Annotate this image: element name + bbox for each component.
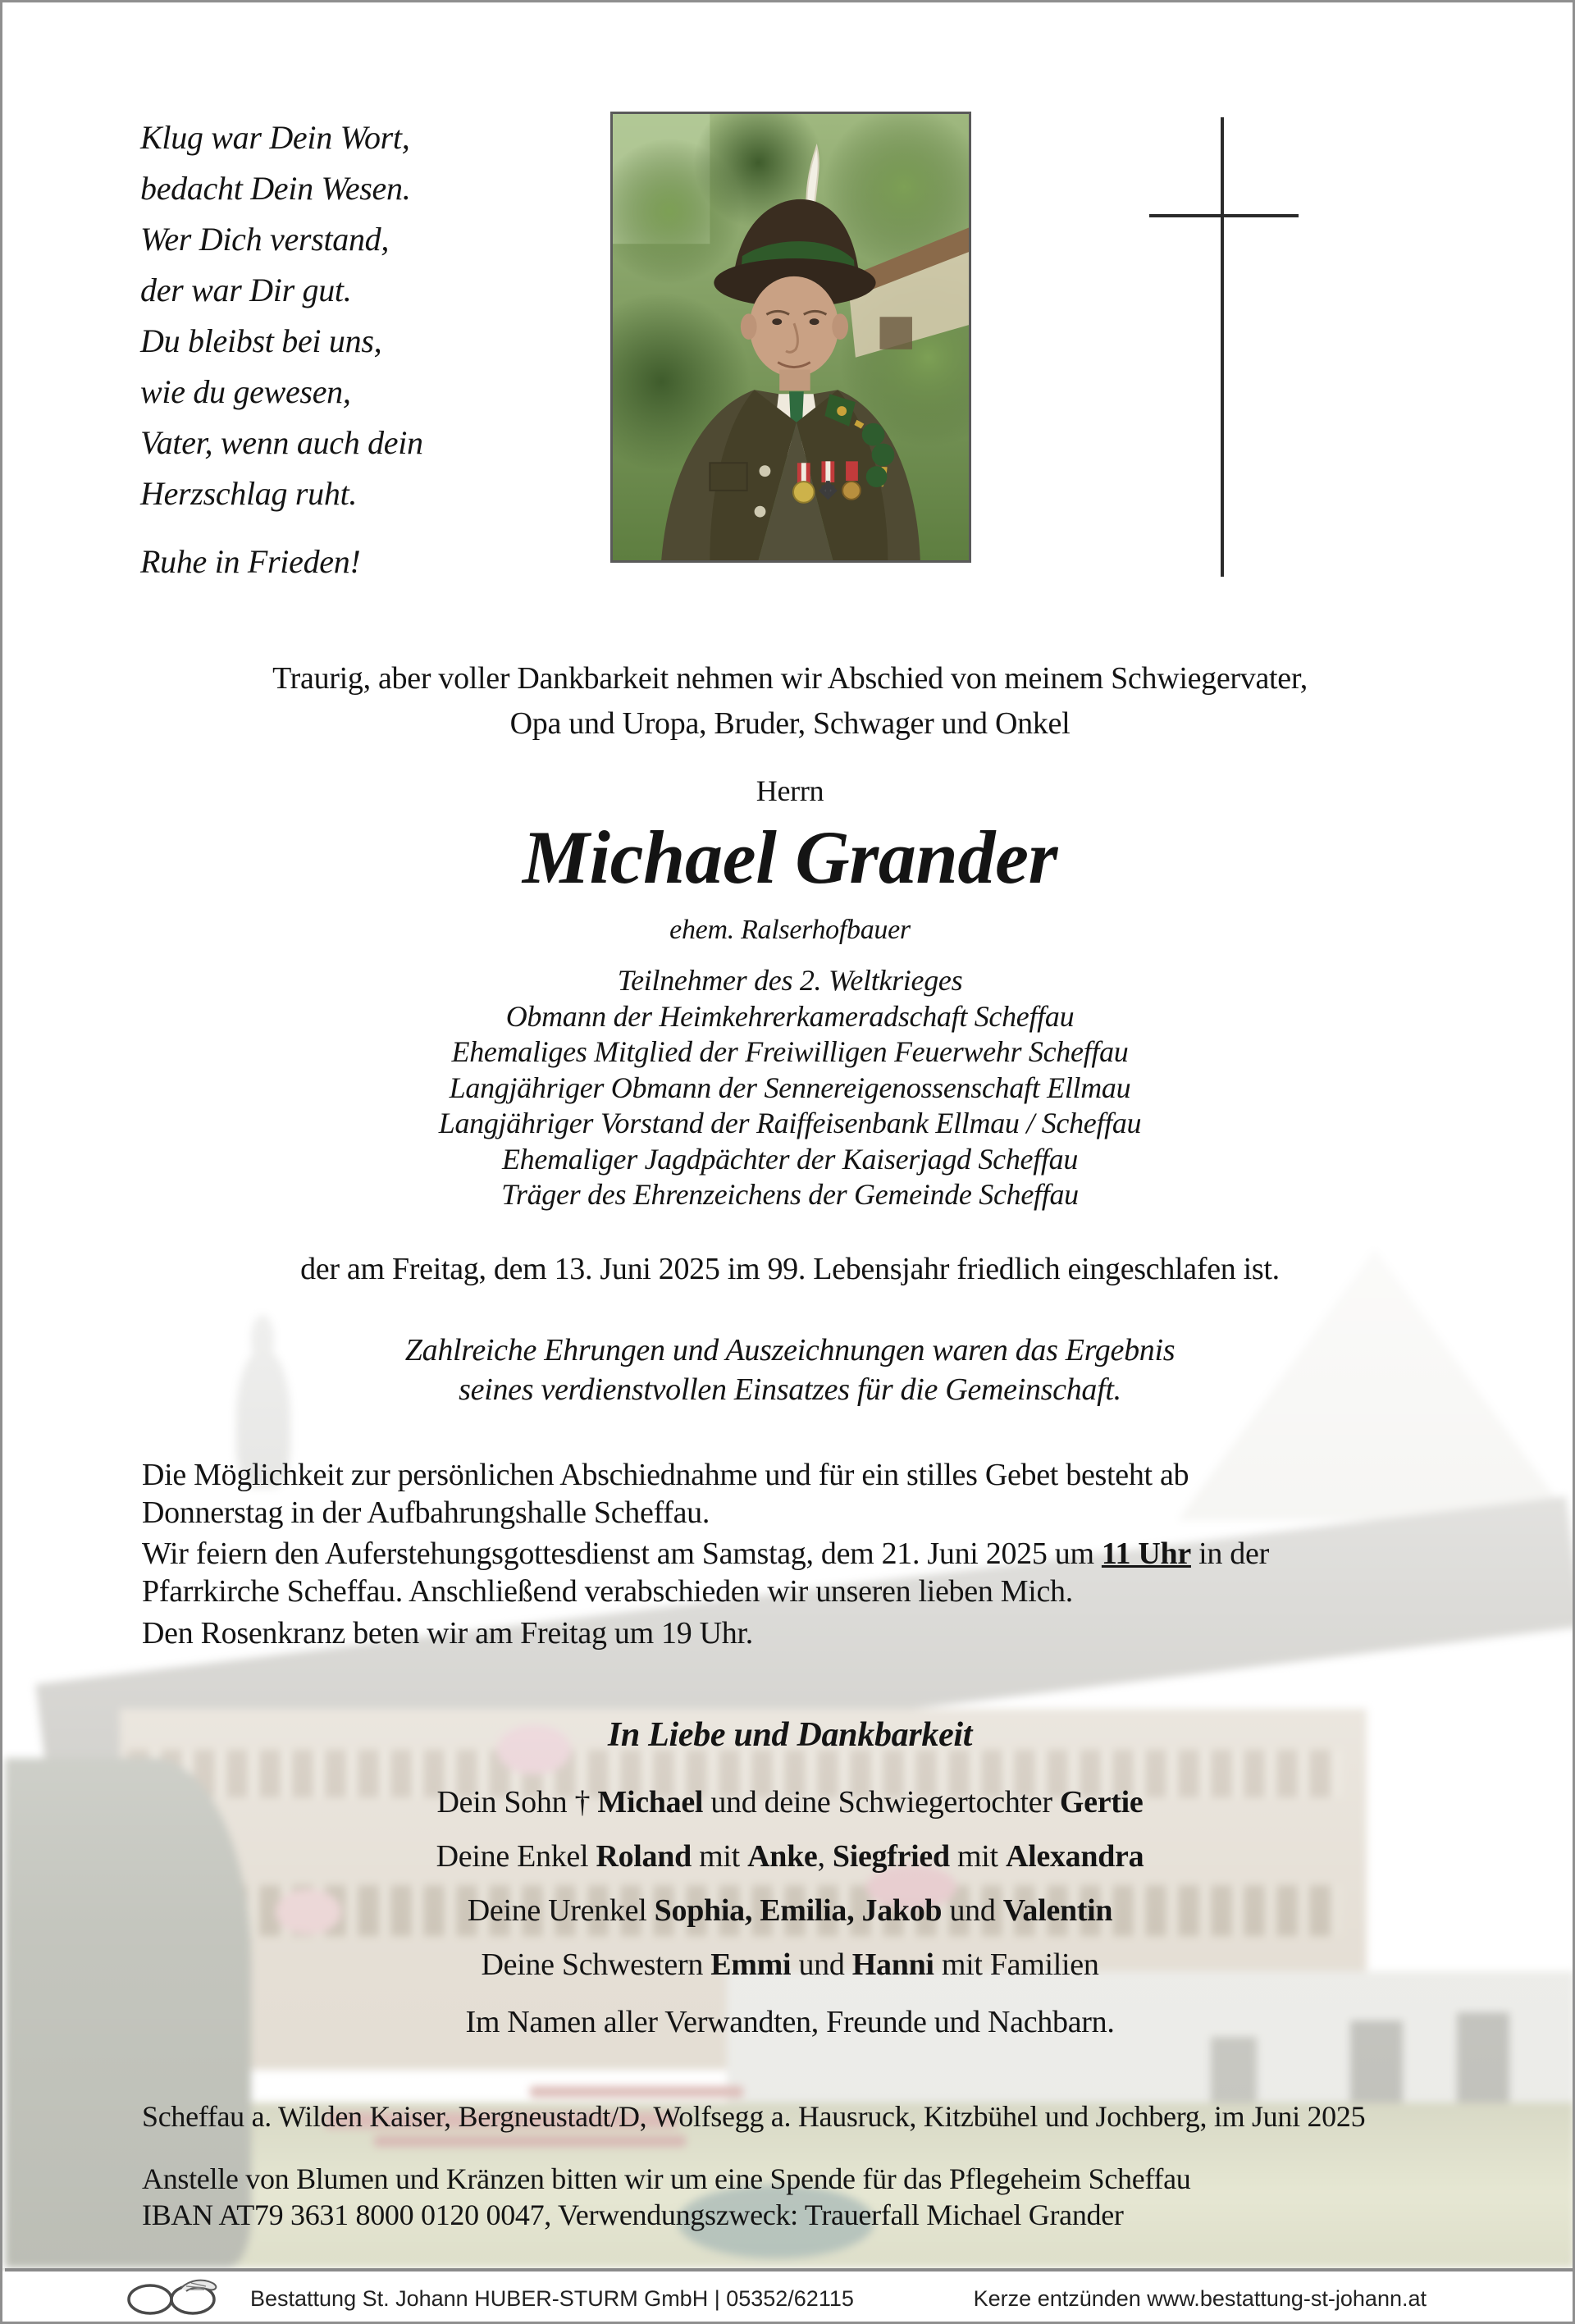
salutation: Herrn	[756, 774, 824, 807]
family-lines	[35, 1775, 1545, 1992]
text-line	[35, 1775, 1545, 1829]
text-segment: Hanni	[851, 1947, 934, 1982]
text-line	[142, 1535, 1454, 1573]
text-line	[35, 1938, 1545, 1992]
deceased-name: Michael Grander	[522, 815, 1058, 899]
text-segment: Sophia, Emilia, Jakob	[654, 1893, 943, 1928]
text-line	[35, 1829, 1545, 1883]
text-line	[142, 1573, 1454, 1610]
donation-info	[142, 2161, 1454, 2233]
text-line: Die Möglichkeit zur persönlichen Abschiednahme und für ein stilles Gebet besteht ab	[142, 1458, 1189, 1492]
text-segment: Michael	[597, 1785, 704, 1819]
text-line: Klug war Dein Wort,	[140, 119, 410, 156]
text-segment: Valentin	[1002, 1893, 1113, 1928]
text-line: der war Dir gut.	[140, 272, 352, 308]
text-line: Langjähriger Vorstand der Raiffeisenbank Ellmau / Scheffau	[438, 1107, 1142, 1139]
deceased-subtitle: ehem. Ralserhofbauer	[669, 915, 911, 945]
text-line: Ehemaliger Jagdpächter der Kaiserjagd Scheffau	[501, 1142, 1079, 1176]
text-segment: mit Familien	[934, 1947, 1099, 1982]
text-line: Teilnehmer des 2. Weltkrieges	[617, 964, 963, 997]
portrait-photo	[610, 112, 971, 563]
text-segment: in der	[1190, 1536, 1269, 1571]
text-segment: Dein Sohn †	[436, 1785, 598, 1819]
text-line: Langjähriger Obmann der Sennereigenossenschaft Ellmau	[449, 1071, 1131, 1104]
text-line: Du bleibst bei uns,	[140, 322, 382, 359]
text-segment: Deine Enkel	[436, 1839, 596, 1874]
text-line: seines verdienstvollen Einsatzes für die Gemeinschaft.	[459, 1372, 1121, 1407]
text-segment: und	[942, 1893, 1003, 1928]
text-segment: und	[791, 1947, 852, 1982]
rosary-info	[142, 1614, 1454, 1652]
deceased-titles	[35, 963, 1545, 1213]
text-line: Opa und Uropa, Bruder, Schwager und Onkel	[509, 706, 1071, 741]
text-line: Vater, wenn auch dein	[140, 424, 423, 461]
text-line: Herzschlag ruht.	[140, 475, 358, 512]
text-segment: Deine Urenkel	[467, 1893, 655, 1928]
memorial-cross-icon	[1221, 117, 1224, 577]
text-segment: 11 Uhr	[1101, 1536, 1191, 1571]
text-segment: Anke	[747, 1839, 818, 1874]
text-line: wie du gewesen,	[140, 373, 351, 410]
text-line: Anstelle von Blumen und Kränzen bitten wir um eine Spende für das Pflegeheim Scheffau	[142, 2162, 1191, 2195]
text-segment: ,	[817, 1839, 833, 1874]
text-segment: Roland	[596, 1839, 692, 1874]
text-segment: mit	[949, 1839, 1007, 1874]
text-line	[35, 1883, 1545, 1938]
text-line: IBAN AT79 3631 8000 0120 0047, Verwendungszweck: Trauerfall Michael Grander	[142, 2198, 1124, 2231]
text-line: Zahlreiche Ehrungen und Auszeichnungen waren das Ergebnis	[404, 1333, 1176, 1367]
text-segment: Siegfried	[832, 1839, 950, 1874]
text-line: Traurig, aber voller Dankbarkeit nehmen wir Abschied von meinem Schwiegervater,	[272, 661, 1308, 696]
closing-heading: In Liebe und Dankbarkeit	[607, 1716, 973, 1754]
candle-link[interactable]: Kerze entzünden www.bestattung-st-johann.at	[973, 2285, 1427, 2311]
text-segment: mit	[691, 1839, 748, 1874]
text-line: Obmann der Heimkehrerkameradschaft Scheffau	[505, 999, 1075, 1033]
poem-closing: Ruhe in Frieden!	[140, 543, 361, 580]
text-segment: Pfarrkirche Scheffau. Anschließend verabschieden wir unseren lieben Mich.	[142, 1574, 1073, 1609]
text-line: Wer Dich verstand,	[140, 221, 390, 258]
footer-company-text: Bestattung St. Johann HUBER-STURM GmbH | 05352/62115	[250, 2285, 854, 2311]
poem	[140, 112, 423, 519]
text-line: Ehemaliges Mitglied der Freiwilligen Feuerwehr Scheffau	[451, 1035, 1129, 1068]
text-segment: und deine Schwiegertochter	[703, 1785, 1060, 1819]
portrait-photo-illustration	[613, 114, 969, 560]
text-line: bedacht Dein Wesen.	[140, 170, 411, 207]
text-segment: Gertie	[1059, 1785, 1144, 1819]
text-line: Donnerstag in der Aufbahrungshalle Scheffau.	[142, 1495, 710, 1530]
service-info	[142, 1535, 1454, 1610]
footer-company	[117, 2275, 854, 2322]
text-segment: Alexandra	[1006, 1839, 1144, 1874]
text-segment: Deine Schwestern	[481, 1947, 711, 1982]
text-line: Träger des Ehrenzeichens der Gemeinde Scheffau	[501, 1178, 1079, 1211]
places-line: Scheffau a. Wilden Kaiser, Bergneustadt/D, Wolfsegg a. Hausruck, Kitzbühel und Jochberg, im Juni 2025	[142, 2100, 1366, 2133]
text-segment: Wir feiern den Auferstehungsgottesdienst am Samstag, dem 21. Juni 2025 um	[142, 1536, 1102, 1571]
footer-divider	[5, 2268, 1575, 2271]
text-segment: Emmi	[710, 1947, 792, 1982]
death-notice: der am Freitag, dem 13. Juni 2025 im 99. Lebensjahr friedlich eingeschlafen ist.	[300, 1252, 1280, 1286]
in-name-line: Im Namen aller Verwandten, Freunde und Nachbarn.	[465, 2005, 1115, 2039]
intro-text	[35, 656, 1545, 747]
viewing-info	[142, 1456, 1454, 1532]
honors-text	[35, 1331, 1545, 1409]
memorial-cross-icon	[1149, 214, 1299, 217]
infinity-hands-logo-icon	[117, 2275, 240, 2323]
text-line: Den Rosenkranz beten wir am Freitag um 19 Uhr.	[142, 1616, 753, 1651]
